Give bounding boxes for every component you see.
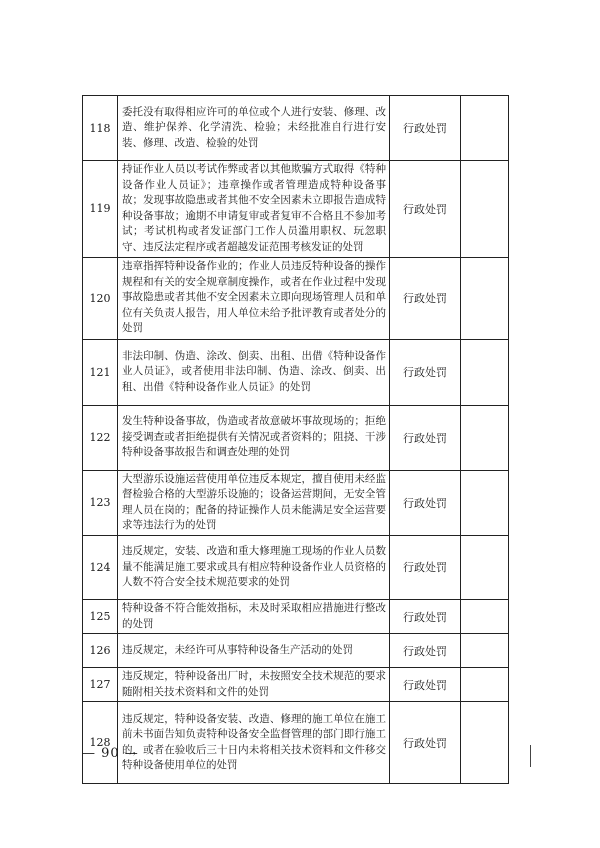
table-row [83,634,509,668]
row-note [461,405,509,470]
row-note [461,634,509,668]
table-row [83,599,509,633]
row-description: 违反规定，特种设备出厂时，未按照安全技术规范的要求随附相关技术资料和文件的处罚 [118,668,390,702]
row-number: 126 [83,634,118,668]
row-note [461,668,509,702]
row-description: 违反规定，安装、改造和重大修理施工现场的作业人员数量不能满足施工要求或具有相应特种设备作业人员资格的人数不符合安全技术规范要求的处罚 [118,535,390,599]
table-row [83,405,509,470]
row-type: 行政处罚 [390,96,461,161]
row-number: 119 [83,161,118,258]
table-row [83,257,509,339]
row-number: 128 [83,702,118,784]
penalty-table [82,95,509,784]
row-description: 发生特种设备事故，伪造或者故意破坏事故现场的；拒绝接受调查或者拒绝提供有关情况或者资料的；阻挠、干涉特种设备事故报告和调查处理的处罚 [118,405,390,470]
row-note [461,599,509,633]
row-description: 违反规定，特种设备安装、改造、修理的施工单位在施工前未书面告知负责特种设备安全监督管理的部门即行施工的，或者在验收后三十日内未将相关技术资料和文件移交特种设备使用单位的处罚 [118,702,390,784]
row-description: 大型游乐设施运营使用单位违反本规定，擅自使用未经监督检验合格的大型游乐设施的；设备运营期间，无安全管理人员在岗的；配备的持证操作人员未能满足安全运营要求等违法行为的处罚 [118,470,390,535]
table-row [83,702,509,784]
row-description: 特种设备不符合能效指标，未及时采取相应措施进行整改的处罚 [118,599,390,633]
row-note [461,535,509,599]
table-row [83,668,509,702]
row-note [461,339,509,405]
row-number: 124 [83,535,118,599]
row-note [461,257,509,339]
page-number: — 90 — [82,746,139,761]
row-type: 行政处罚 [390,161,461,258]
row-type: 行政处罚 [390,470,461,535]
row-number: 125 [83,599,118,633]
row-type: 行政处罚 [390,339,461,405]
row-number: 120 [83,257,118,339]
row-description: 非法印制、伪造、涂改、倒卖、出租、出借《特种设备作业人员证》，或者使用非法印制、伪造、涂改、倒卖、出租、出借《特种设备作业人员证》的处罚 [118,339,390,405]
row-note [461,161,509,258]
table-row [83,339,509,405]
margin-line [530,745,531,767]
table-row [83,161,509,258]
row-description: 违章指挥特种设备作业的；作业人员违反特种设备的操作规程和有关的安全规章制度操作，或者在作业过程中发现事故隐患或者其他不安全因素未立即向现场管理人员和单位有关负责人报告，用人单位未给予批评教育或者处分的处罚 [118,257,390,339]
table-row [83,535,509,599]
row-description: 委托没有取得相应许可的单位或个人进行安装、修理、改造、维护保养、化学清洗、检验；未经批准自行进行安装、修理、改造、检验的处罚 [118,96,390,161]
row-number: 118 [83,96,118,161]
row-number: 122 [83,405,118,470]
row-type: 行政处罚 [390,668,461,702]
row-note [461,96,509,161]
row-note [461,470,509,535]
row-type: 行政处罚 [390,702,461,784]
row-type: 行政处罚 [390,599,461,633]
row-description: 违反规定，未经许可从事特种设备生产活动的处罚 [118,634,390,668]
row-type: 行政处罚 [390,405,461,470]
row-type: 行政处罚 [390,257,461,339]
table-row [83,96,509,161]
row-number: 123 [83,470,118,535]
row-description: 持证作业人员以考试作弊或者以其他欺骗方式取得《特种设备作业人员证》；违章操作或者管理造成特种设备事故；发现事故隐患或者其他不安全因素未立即报告造成特种设备事故；逾期不申请复审或者复审不合格且不参加考试；考试机构或者发证部门工作人员滥用职权、玩忽职守、违反法定程序或者超越发证范围考核发证的处罚 [118,161,390,258]
row-number: 127 [83,668,118,702]
table-row [83,470,509,535]
row-note [461,702,509,784]
row-type: 行政处罚 [390,634,461,668]
row-type: 行政处罚 [390,535,461,599]
row-number: 121 [83,339,118,405]
